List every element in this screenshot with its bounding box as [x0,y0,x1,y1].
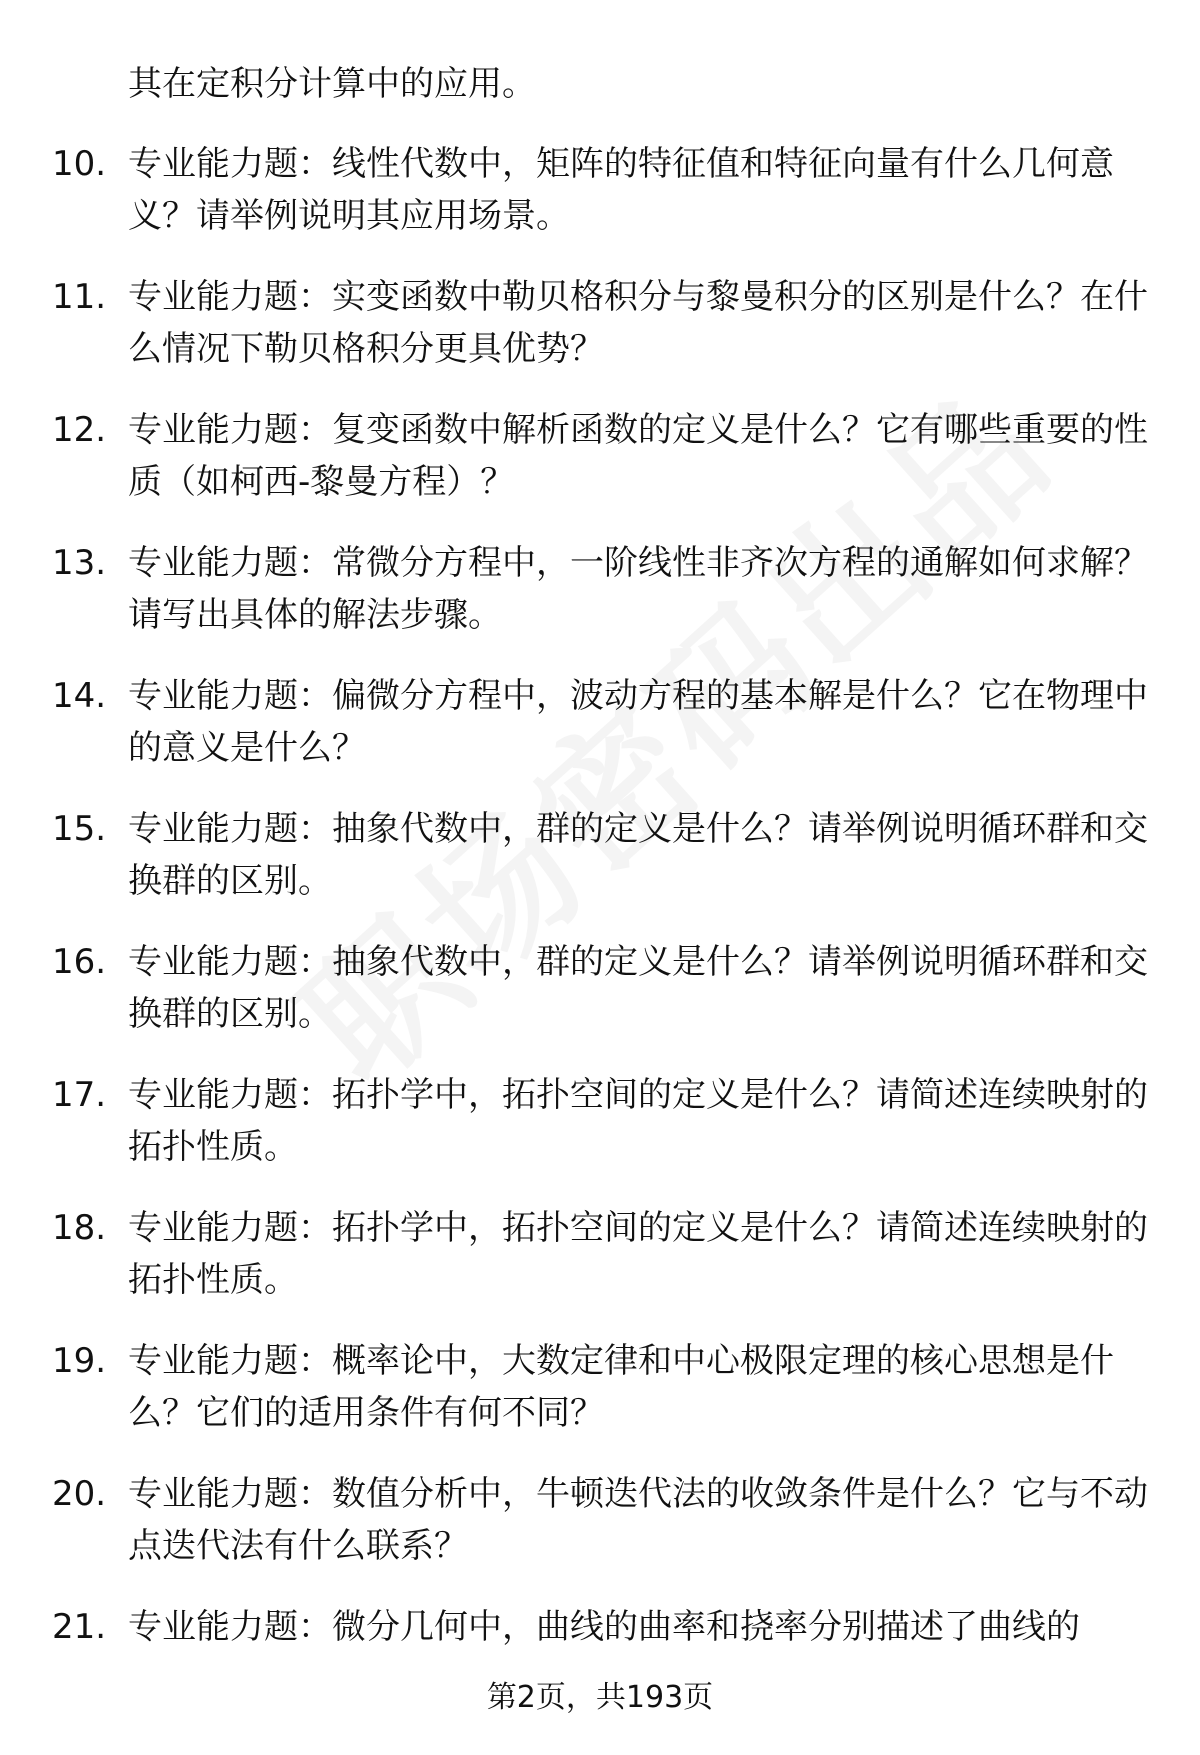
list-item [0,271,1200,404]
item-text: 专业能力题：拓扑学中，拓扑空间的定义是什么？请简述连续映射的拓扑性质。 [128,1075,1148,1167]
item-number: 16. [52,942,107,982]
list-item [0,1335,1200,1468]
item-text: 专业能力题：拓扑学中，拓扑空间的定义是什么？请简述连续映射的拓扑性质。 [128,1208,1148,1300]
list-item [0,537,1200,670]
item-text: 专业能力题：常微分方程中，一阶线性非齐次方程的通解如何求解？请写出具体的解法步骤。 [128,543,1148,635]
list-item [0,138,1200,271]
list-item [0,1069,1200,1202]
list-item [0,803,1200,936]
item-text: 专业能力题：实变函数中勒贝格积分与黎曼积分的区别是什么？在什么情况下勒贝格积分更具优势？ [128,277,1148,369]
item-number: 21. [52,1607,107,1647]
item-number: 13. [52,543,107,583]
item-number: 15. [52,809,107,849]
list-item [0,1468,1200,1601]
item-number: 17. [52,1075,107,1115]
page-footer: 第2页，共193页 [486,1680,714,1715]
item-text: 专业能力题：数值分析中，牛顿迭代法的收敛条件是什么？它与不动点迭代法有什么联系？ [128,1474,1148,1566]
continuation-text: 其在定积分计算中的应用。 [128,64,536,104]
item-number: 12. [52,410,107,450]
item-number: 19. [52,1341,107,1381]
item-number: 20. [52,1474,107,1514]
item-text: 专业能力题：微分几何中，曲线的曲率和挠率分别描述了曲线的 [128,1607,1080,1647]
question-list [0,138,1200,1734]
list-item [0,670,1200,803]
list-item [0,936,1200,1069]
item-text: 专业能力题：概率论中，大数定律和中心极限定理的核心思想是什么？它们的适用条件有何不同？ [128,1341,1114,1433]
item-text: 专业能力题：抽象代数中，群的定义是什么？请举例说明循环群和交换群的区别。 [128,809,1148,901]
item-text: 专业能力题：复变函数中解析函数的定义是什么？它有哪些重要的性质（如柯西-黎曼方程）？ [128,410,1148,502]
item-number: 10. [52,144,107,184]
list-item [0,404,1200,537]
item-text: 专业能力题：偏微分方程中，波动方程的基本解是什么？它在物理中的意义是什么？ [128,676,1148,768]
item-text: 专业能力题：线性代数中，矩阵的特征值和特征向量有什么几何意义？请举例说明其应用场景。 [128,144,1114,236]
item-number: 18. [52,1208,107,1248]
item-number: 14. [52,676,107,716]
item-number: 11. [52,277,107,317]
item-text: 专业能力题：抽象代数中，群的定义是什么？请举例说明循环群和交换群的区别。 [128,942,1148,1034]
list-item [0,1202,1200,1335]
